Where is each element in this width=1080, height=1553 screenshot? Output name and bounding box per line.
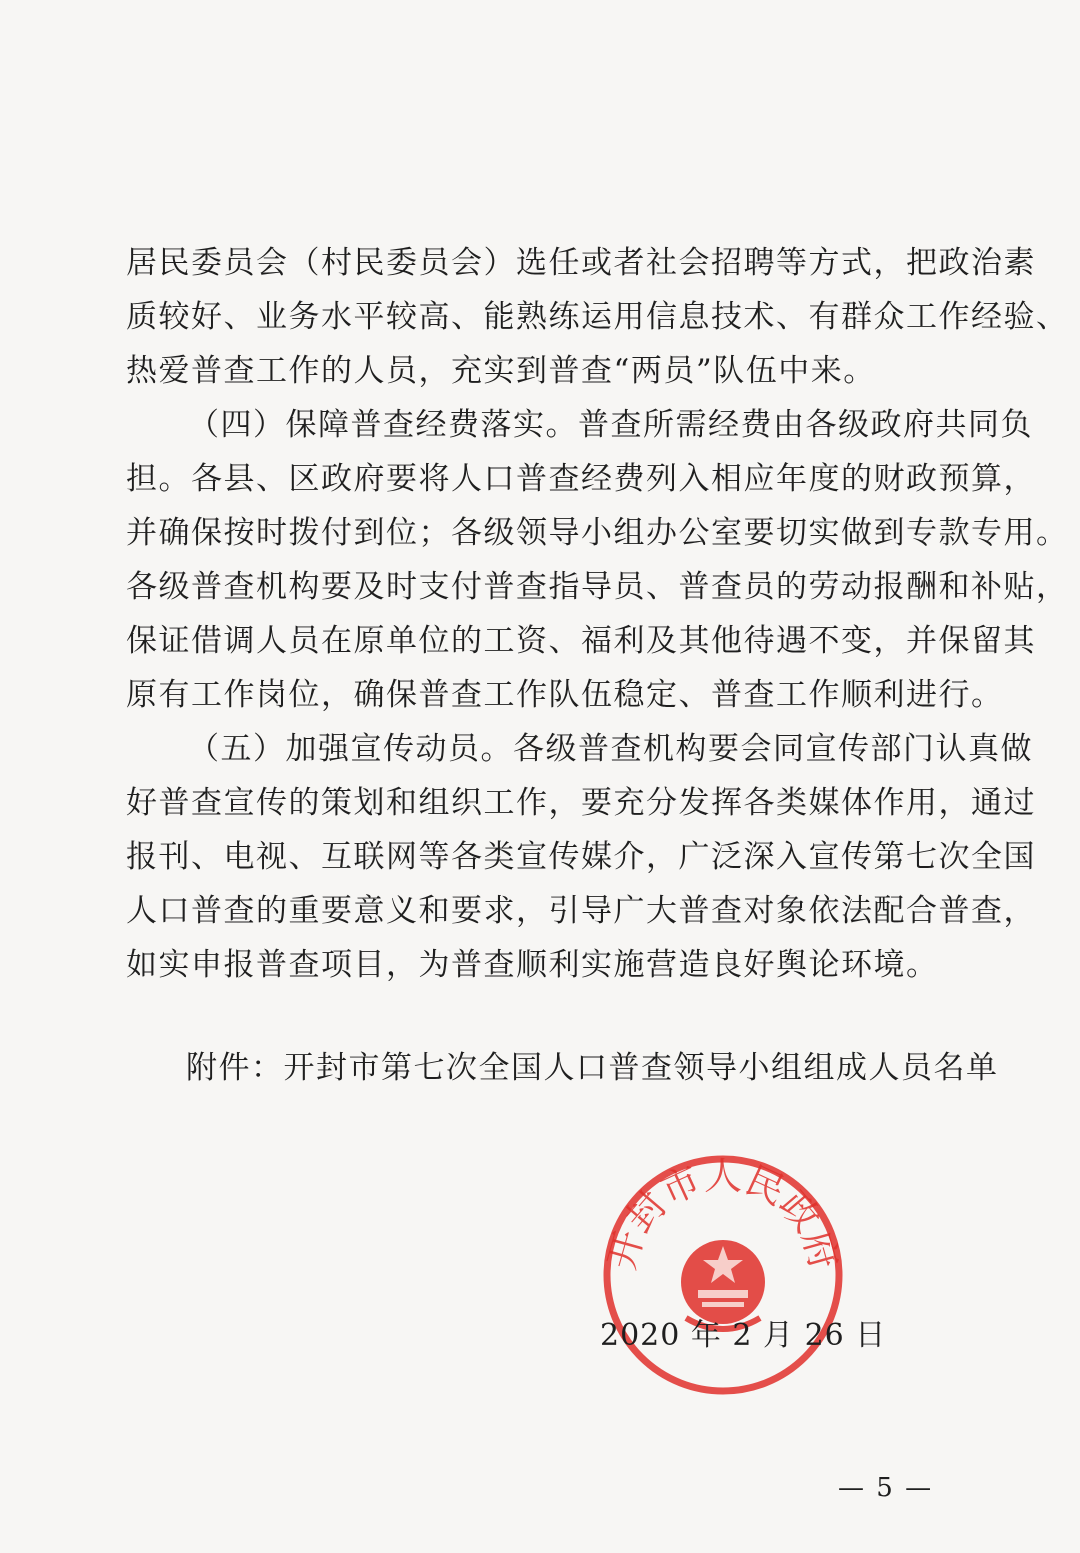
official-seal-icon [598, 1150, 848, 1400]
text-line: 报刊、电视、互联网等各类宣传媒介，广泛深入宣传第七次全国 [126, 839, 1036, 875]
text-line: 质较好、业务水平较高、能熟练运用信息技术、有群众工作经验、 [126, 299, 1069, 335]
issue-date: 2020 年 2 月 26 日 [600, 1318, 887, 1353]
section-five-heading-line: （五）加强宣传动员。各级普查机构要会同宣传部门认真做 [188, 731, 1033, 767]
text-line: 保证借调人员在原单位的工资、福利及其他待遇不变，并保留其 [126, 623, 1036, 659]
section-four-heading-line: （四）保障普查经费落实。普查所需经费由各级政府共同负 [188, 407, 1033, 443]
text-line: 热爱普查工作的人员，充实到普查“两员”队伍中来。 [126, 353, 876, 389]
text-line: 担。各县、区政府要将人口普查经费列入相应年度的财政预算， [126, 461, 1036, 497]
text-line: 原有工作岗位，确保普查工作队伍稳定、普查工作顺利进行。 [126, 677, 1004, 713]
text-line: 各级普查机构要及时支付普查指导员、普查员的劳动报酬和补贴， [126, 569, 1069, 605]
text-line: 人口普查的重要意义和要求，引导广大普查对象依法配合普查， [126, 893, 1036, 929]
page-number: — 5 — [838, 1473, 934, 1503]
text-line: 如实申报普查项目，为普查顺利实施营造良好舆论环境。 [126, 947, 939, 983]
text-line: 并确保按时拨付到位；各级领导小组办公室要切实做到专款专用。 [126, 515, 1069, 551]
body-text [126, 236, 1069, 992]
seal-text: 开封市人民政府 [599, 1154, 847, 1275]
text-line: 好普查宣传的策划和组织工作，要充分发挥各类媒体作用，通过 [126, 785, 1036, 821]
text-line: 居民委员会（村民委员会）选任或者社会招聘等方式，把政治素 [126, 245, 1036, 281]
attachment-note: 附件：开封市第七次全国人口普查领导小组组成人员名单 [186, 1050, 999, 1086]
